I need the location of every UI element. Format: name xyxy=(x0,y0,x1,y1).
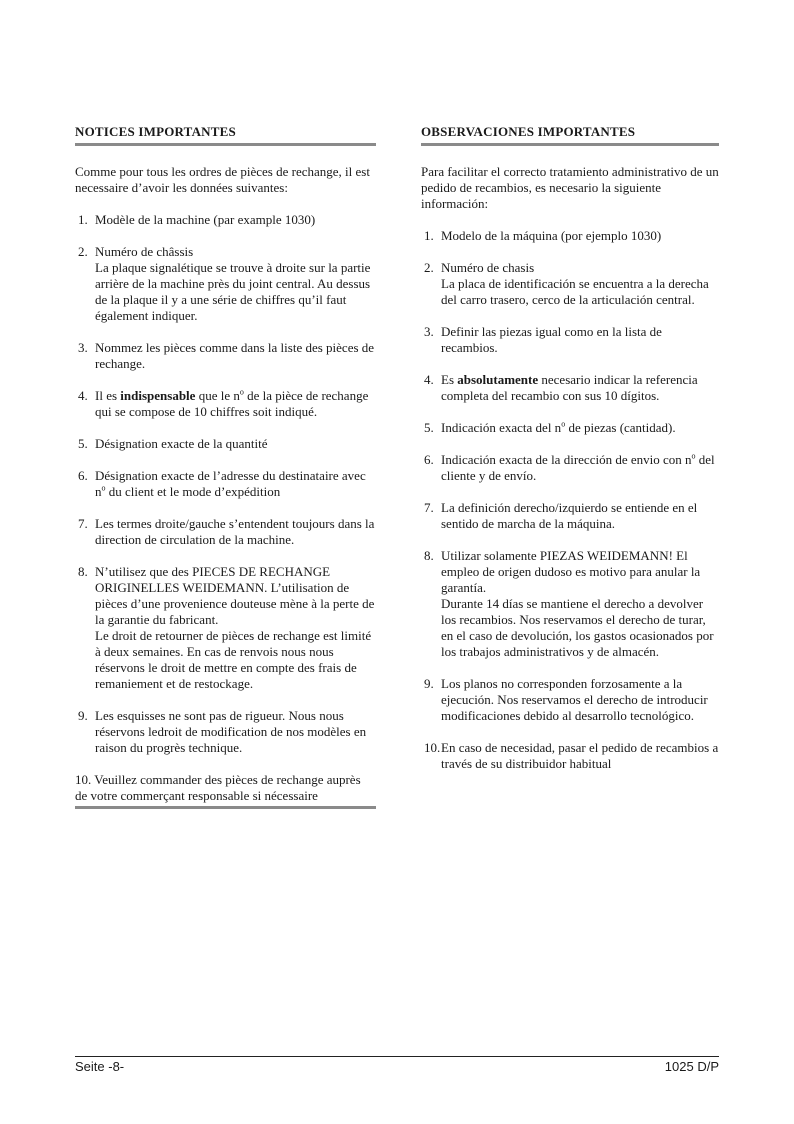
item-text: La placa de identificación se encuentra a la derecha del carro trasero, cerco de la articulación central. xyxy=(441,276,709,307)
item-number: 4. xyxy=(424,372,434,387)
left-item-7 xyxy=(75,516,376,548)
item-text-continued: Le droit de retourner de pièces de rechange est limité à deux semaines. En cas de renvois nous nous réservons le droit de mettre en compte des frais de remaniement et de restockage. xyxy=(95,628,372,691)
item-text: Definir las piezas igual como en la lista de recambios. xyxy=(441,324,662,355)
item-heading: Numéro de châssis xyxy=(95,244,194,259)
left-item-8 xyxy=(75,564,376,692)
item-text-a: Désignation exacte de l’adresse du destinataire avec n xyxy=(95,468,366,499)
item-number: 4. xyxy=(78,388,88,403)
left-intro: Comme pour tous les ordres de pièces de rechange, il est necessaire d’avoir les données suivantes: xyxy=(75,164,370,195)
item-heading: Numéro de chasis xyxy=(441,260,535,275)
item-number: 8. xyxy=(78,564,88,579)
item-emphasis: absolutamente xyxy=(457,372,539,387)
item-superscript: o xyxy=(239,387,244,397)
item-number: 3. xyxy=(424,324,434,339)
item-text: La plaque signalétique se trouve à droite sur la partie arrière de la machine près du joint central. Au dessus de la plaque il y a une série de chiffres qu’il faut également indiquer. xyxy=(95,260,371,323)
right-item-8 xyxy=(421,548,719,660)
left-column-title: NOTICES IMPORTANTES xyxy=(75,124,236,139)
item-text-c: necesario indicar la referencia completa del recambio con sus 10 dígitos. xyxy=(441,372,698,403)
item-number: 7. xyxy=(424,500,434,515)
right-item-3 xyxy=(421,324,719,356)
item-text: En caso de necesidad, pasar el pedido de recambios a través de su distribuidor habitual xyxy=(441,740,719,771)
item-text: Los planos no corresponden forzosamente a la ejecución. Nos reservamos el derecho de introducir modificaciones debido al desarrollo tecnológico. xyxy=(441,676,708,723)
item-emphasis: indispensable xyxy=(120,388,196,403)
item-number: 7. xyxy=(78,516,88,531)
right-item-10 xyxy=(421,740,719,772)
item-superscript: o xyxy=(561,419,566,429)
item-text: Modèle de la machine (par example 1030) xyxy=(95,212,316,227)
right-item-4 xyxy=(421,372,719,404)
right-item-6 xyxy=(421,452,719,484)
item-text-b: de piezas (cantidad). xyxy=(565,420,676,435)
item-text-d: de la pièce de rechange qui se compose de 10 chiffres soit indiqué. xyxy=(95,388,369,419)
page-footer xyxy=(75,1056,719,1074)
left-item-10 xyxy=(75,772,376,804)
left-item-5 xyxy=(75,436,376,452)
item-number: 5. xyxy=(78,436,88,451)
item-number: 3. xyxy=(78,340,88,355)
item-text-a: Indicación exacta de la dirección de envio con n xyxy=(441,452,692,467)
item-number: 1. xyxy=(424,228,434,243)
left-item-1 xyxy=(75,212,376,228)
item-text: La definición derecho/izquierdo se entiende en el sentido de marcha de la máquina. xyxy=(441,500,698,531)
right-item-1 xyxy=(421,228,719,244)
item-text: Nommez les pièces comme dans la liste des pièces de rechange. xyxy=(95,340,375,371)
item-text-continued: Durante 14 días se mantiene el derecho a devolver los recambios. Nos reservamos el derecho de turar, en el caso de devolución, los gastos ocasionados por los trabajos administrativos y de almacén. xyxy=(441,596,714,659)
footer-rule xyxy=(75,1056,719,1057)
item-text-a: Indicación exacta del n xyxy=(441,420,562,435)
left-item-2 xyxy=(75,244,376,324)
left-item-6 xyxy=(75,468,376,500)
right-list xyxy=(421,228,719,772)
document-code: 1025 D/P xyxy=(664,1059,719,1074)
item-superscript: o xyxy=(691,451,696,461)
item-text: Désignation exacte de la quantité xyxy=(95,436,268,451)
item-superscript: o xyxy=(101,483,106,493)
item-number: 1. xyxy=(78,212,88,227)
right-item-7 xyxy=(421,500,719,532)
right-item-9 xyxy=(421,676,719,724)
item-text: Les termes droite/gauche s’entendent toujours dans la direction de circulation de la machine. xyxy=(95,516,375,547)
page-number: Seite -8- xyxy=(75,1059,125,1074)
item-text: 10. Veuillez commander des pièces de rechange auprès de votre commerçant responsable si nécessaire xyxy=(75,772,361,803)
item-text-a: Il es xyxy=(95,388,121,403)
item-text: Utilizar solamente PIEZAS WEIDEMANN! El empleo de origen dudoso es motivo para anular la garantía. xyxy=(441,548,701,595)
left-item-9 xyxy=(75,708,376,756)
item-text-c: que le n xyxy=(195,388,240,403)
item-number: 6. xyxy=(78,468,88,483)
item-text-b: du client et le mode d’expédition xyxy=(105,484,281,499)
item-number: 9. xyxy=(424,676,434,691)
right-item-5 xyxy=(421,420,719,436)
item-text: N’utilisez que des PIECES DE RECHANGE ORIGINELLES WEIDEMANN. L’utilisation de pièces d’une provenience douteuse mène à la perte de la garantie du fabricant. xyxy=(95,564,375,627)
right-column-title: OBSERVACIONES IMPORTANTES xyxy=(421,124,636,139)
item-number: 10. xyxy=(424,740,441,755)
left-item-3 xyxy=(75,340,376,372)
item-number: 6. xyxy=(424,452,434,467)
left-bottom-rule xyxy=(75,806,376,809)
item-number: 9. xyxy=(78,708,88,723)
right-title-rule xyxy=(421,143,719,146)
right-item-2 xyxy=(421,260,719,308)
left-list xyxy=(75,212,376,804)
item-number: 8. xyxy=(424,548,434,563)
item-text: Les esquisses ne sont pas de rigueur. Nous nous réservons ledroit de modification de nos modèles en raison du progrès technique. xyxy=(95,708,367,755)
right-intro: Para facilitar el correcto tratamiento administrativo de un pedido de recambios, es necesario la siguiente información: xyxy=(421,164,719,211)
item-text: Modelo de la máquina (por ejemplo 1030) xyxy=(441,228,662,243)
right-column xyxy=(421,124,719,772)
left-item-4 xyxy=(75,388,376,420)
item-text-b: del cliente y de envío. xyxy=(441,452,715,483)
item-text-a: Es xyxy=(441,372,458,387)
item-number: 5. xyxy=(424,420,434,435)
item-number: 2. xyxy=(78,244,88,259)
left-title-rule xyxy=(75,143,376,146)
item-number: 2. xyxy=(424,260,434,275)
left-column xyxy=(75,124,376,809)
